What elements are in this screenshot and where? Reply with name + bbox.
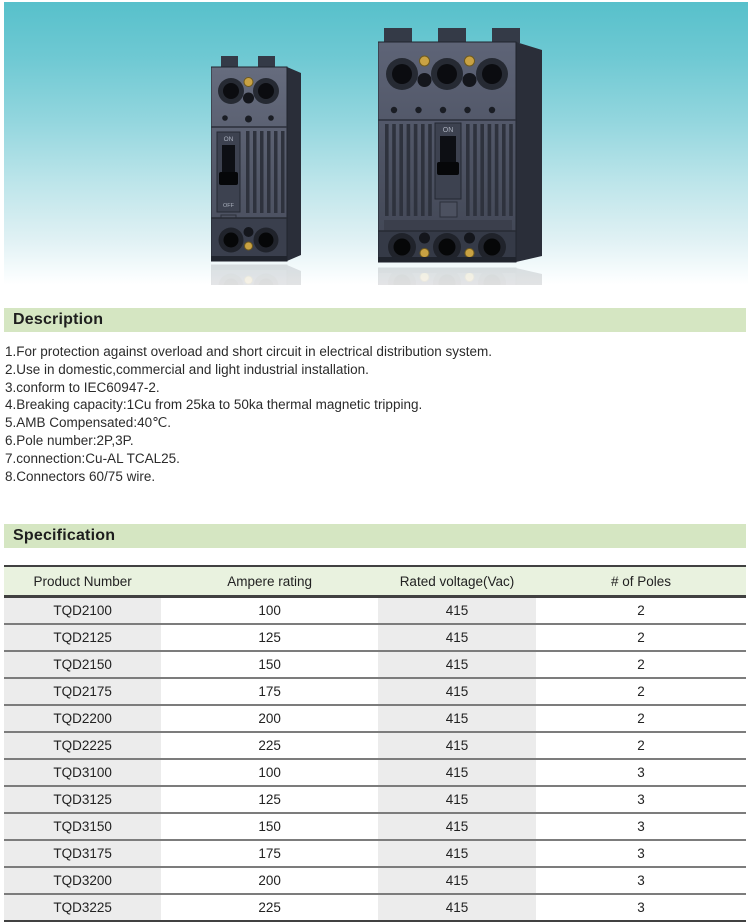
table-cell: TQD2100 <box>4 597 161 625</box>
description-item-1: 1.For protection against overload and short circuit in electrical distribution system. <box>5 344 492 359</box>
description-item-2: 2.Use in domestic,commercial and light industrial installation. <box>5 361 369 377</box>
description-header-label: Description <box>13 311 104 328</box>
table-row <box>4 786 746 813</box>
breaker-2p <box>211 56 301 261</box>
table-cell: 200 <box>161 705 378 732</box>
table-cell: 175 <box>161 840 378 867</box>
table-cell: TQD2125 <box>4 624 161 651</box>
description-item-4: 4.Breaking capacity:1Cu from 25ka to 50ka thermal magnetic tripping. <box>5 397 423 413</box>
table-cell: 415 <box>378 597 536 625</box>
table-cell: TQD3125 <box>4 786 161 813</box>
product-photo <box>4 2 748 285</box>
table-cell: 200 <box>161 867 378 894</box>
table-cell: TQD3100 <box>4 759 161 786</box>
table-cell: 415 <box>378 894 536 921</box>
table-header-row <box>4 566 746 597</box>
table-cell: 3 <box>536 867 746 894</box>
table-cell: 415 <box>378 624 536 651</box>
table-cell: 415 <box>378 840 536 867</box>
column-header: Rated voltage(Vac) <box>378 566 536 597</box>
table-row <box>4 597 746 625</box>
table-cell: 100 <box>161 759 378 786</box>
table-cell: 150 <box>161 651 378 678</box>
specification-header-label: Specification <box>13 527 116 544</box>
table-cell: 2 <box>536 597 746 625</box>
table-row <box>4 678 746 705</box>
specification-table <box>4 565 746 922</box>
table-cell: 100 <box>161 597 378 625</box>
description-item-7: 7.connection:Cu-AL TCAL25. <box>5 450 180 466</box>
table-cell: 3 <box>536 840 746 867</box>
table-row <box>4 867 746 894</box>
description-item-8: 8.Connectors 60/75 wire. <box>5 468 156 484</box>
table-cell: TQD2150 <box>4 651 161 678</box>
table-cell: 415 <box>378 867 536 894</box>
table-cell: 415 <box>378 732 536 759</box>
table-cell: 125 <box>161 624 378 651</box>
table-cell: 415 <box>378 813 536 840</box>
table-row <box>4 894 746 921</box>
table-row <box>4 813 746 840</box>
table-row <box>4 840 746 867</box>
table-cell: 3 <box>536 759 746 786</box>
table-cell: 415 <box>378 651 536 678</box>
table-cell: 415 <box>378 786 536 813</box>
product-photo-image <box>4 2 748 285</box>
table-cell: 415 <box>378 678 536 705</box>
table-cell: 415 <box>378 705 536 732</box>
table-cell: 225 <box>258 900 281 915</box>
table-cell: 3 <box>536 786 746 813</box>
table-cell: TQD3150 <box>4 813 161 840</box>
table-cell: 2 <box>536 678 746 705</box>
table-cell: TQD3175 <box>4 840 161 867</box>
column-header: # of Poles <box>536 566 746 597</box>
description-list <box>5 343 492 485</box>
table-cell: 2 <box>536 651 746 678</box>
table-cell: TQD2200 <box>4 705 161 732</box>
table-cell: 2 <box>536 732 746 759</box>
table-cell: 3 <box>637 900 645 915</box>
table-row <box>4 651 746 678</box>
table-row <box>4 624 746 651</box>
table-cell: TQD2225 <box>4 732 161 759</box>
table-cell: TQD3225 <box>4 894 161 921</box>
breaker-3p-reflection <box>378 268 542 285</box>
table-cell: 415 <box>378 759 536 786</box>
breaker-3p <box>378 28 542 262</box>
table-cell: 225 <box>161 732 378 759</box>
table-cell: 125 <box>161 786 378 813</box>
description-section-header <box>4 308 746 332</box>
table-cell: TQD3200 <box>4 867 161 894</box>
specification-section-header <box>4 524 746 548</box>
table-cell: 3 <box>536 813 746 840</box>
table-row <box>4 705 746 732</box>
description-item-6: 6.Pole number:2P,3P. <box>5 432 134 448</box>
column-header: Product Number <box>4 566 161 597</box>
table-cell: 175 <box>161 678 378 705</box>
table-row <box>4 759 746 786</box>
table-cell: 2 <box>536 624 746 651</box>
column-header: Ampere rating <box>161 566 378 597</box>
table-cell: 2 <box>536 705 746 732</box>
description-item-5: 5.AMB Compensated:40℃. <box>5 415 171 431</box>
breaker-2p-reflection <box>211 265 301 285</box>
table-row <box>4 732 746 759</box>
table-cell: TQD2175 <box>4 678 161 705</box>
table-cell: 150 <box>161 813 378 840</box>
description-item-3: 3.conform to IEC60947-2. <box>5 379 160 395</box>
